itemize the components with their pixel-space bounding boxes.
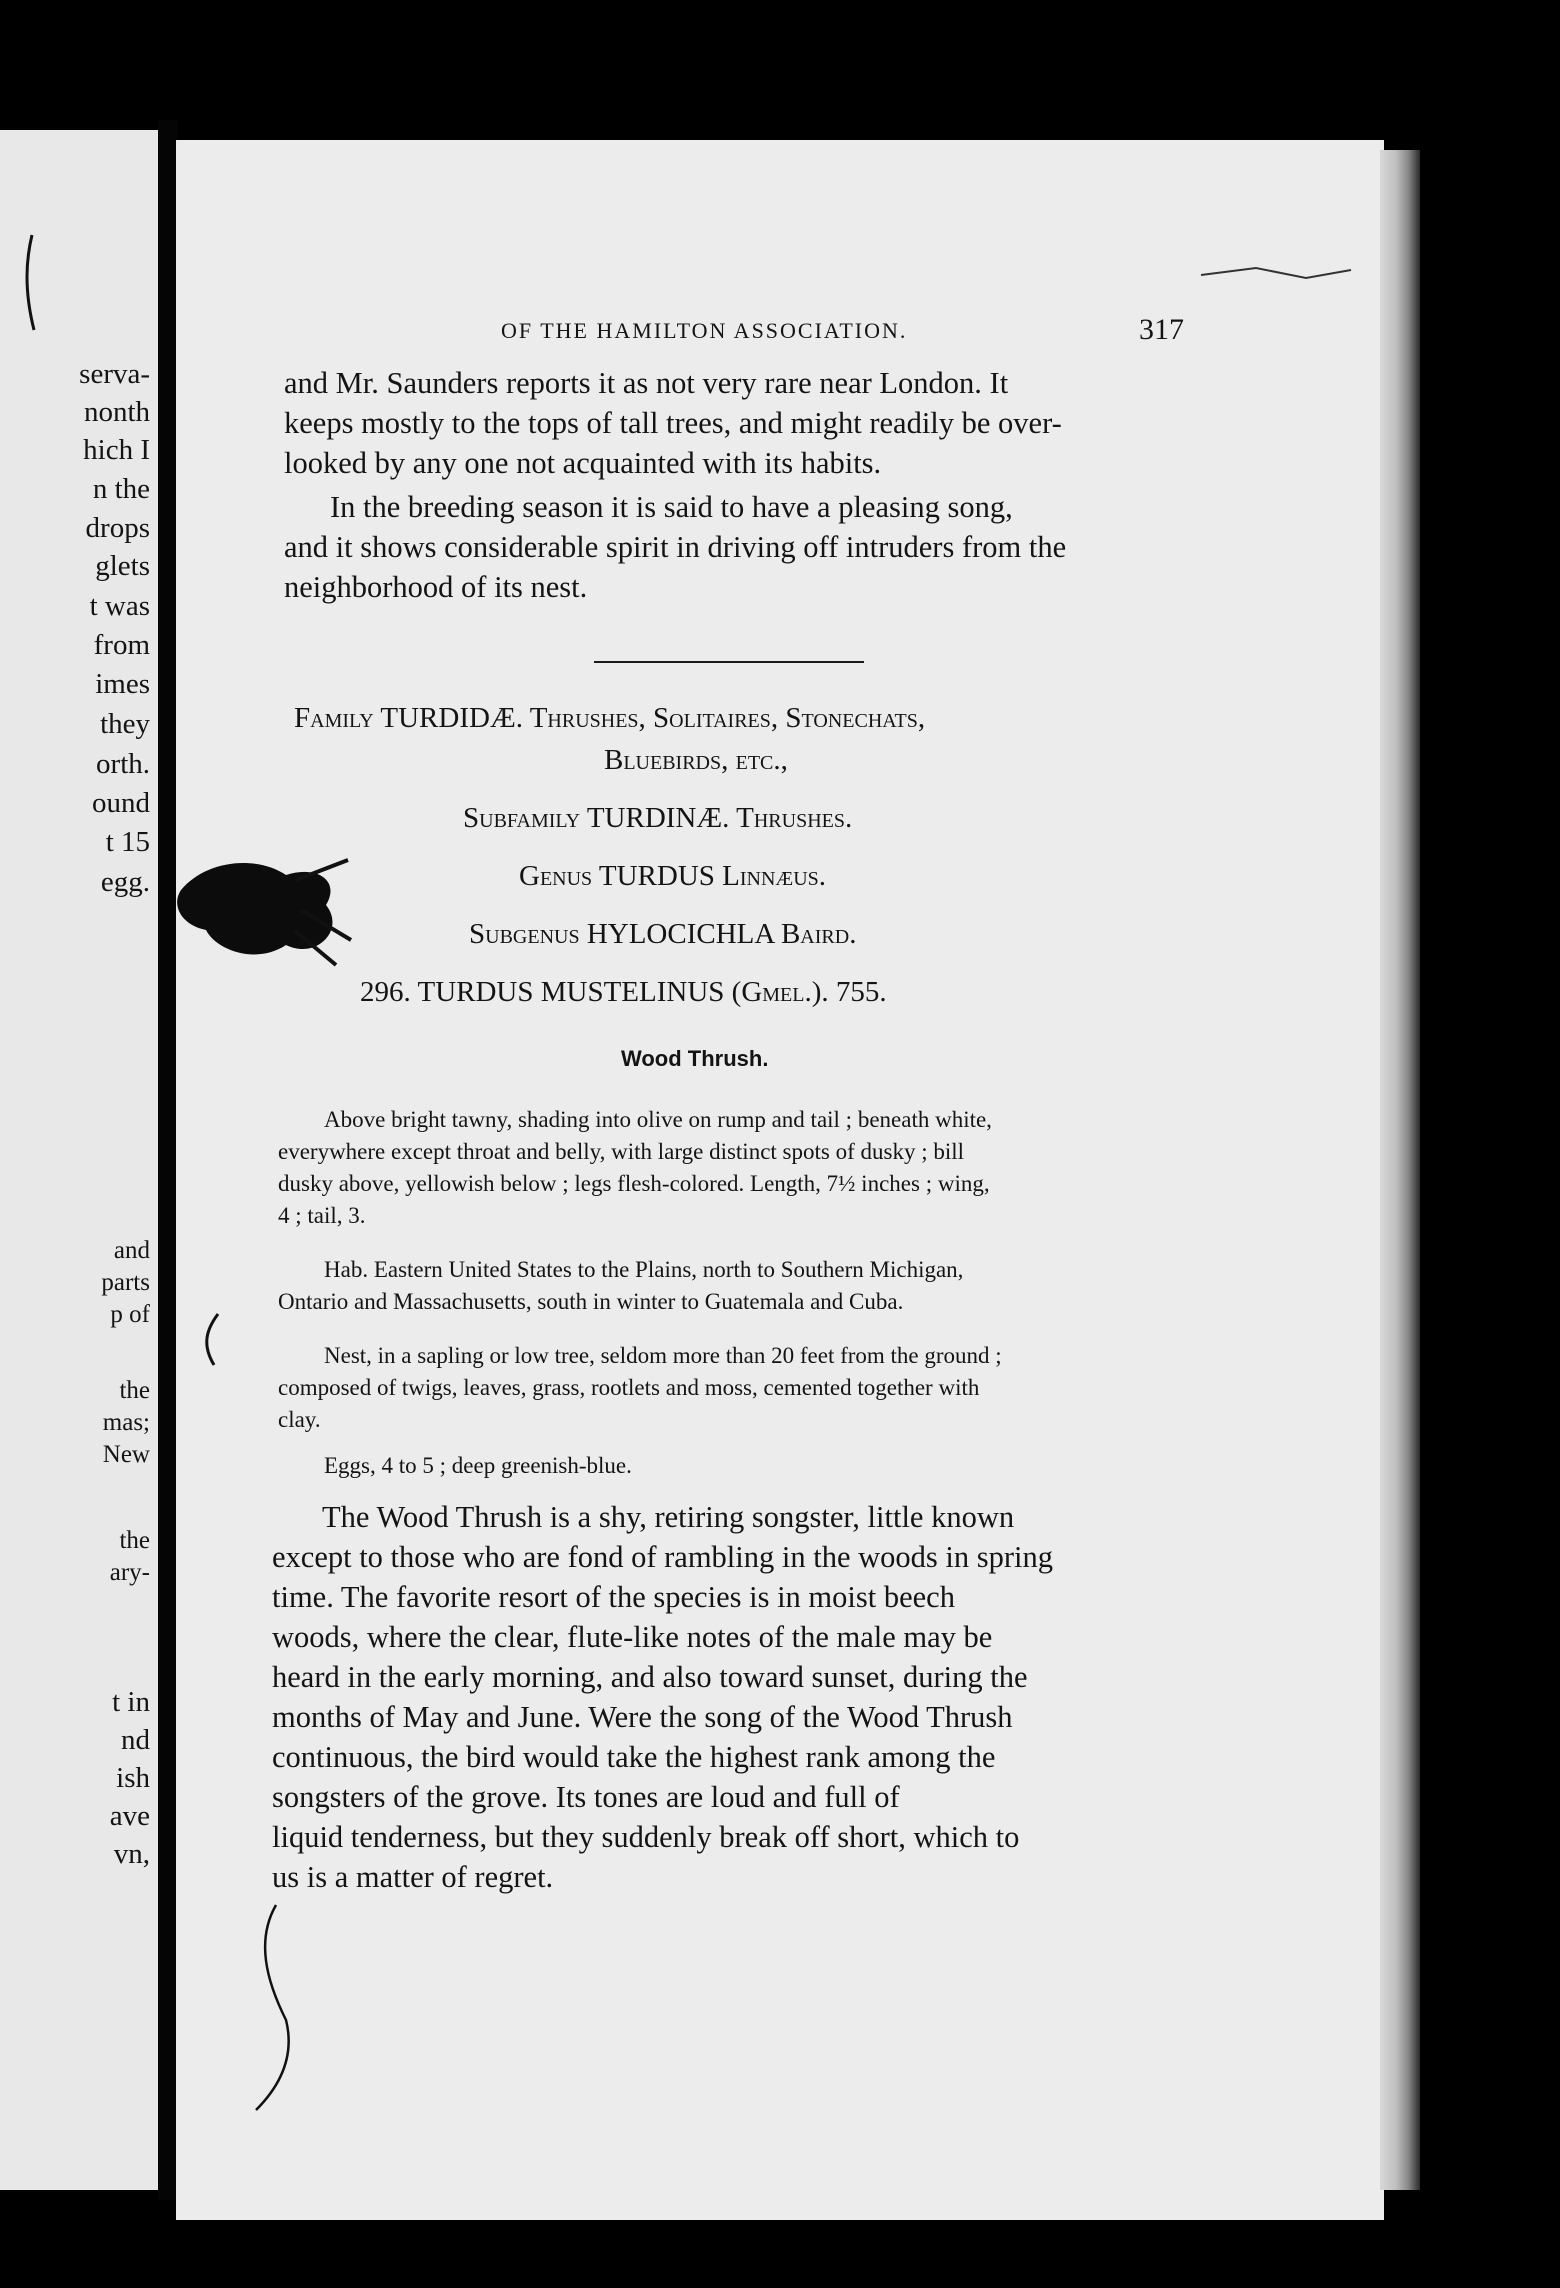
left-fragment: vn, [113, 1838, 150, 1870]
section-rule [594, 661, 864, 663]
common-name: Wood Thrush. [621, 1046, 769, 1071]
left-fragment: parts [101, 1269, 150, 1296]
left-fragment: hich I [83, 434, 150, 466]
left-fragment: mas; [102, 1409, 150, 1436]
text-line: looked by any one not acquainted with its habits. [284, 446, 882, 480]
page-number: 317 [1139, 313, 1184, 346]
left-fragment: drops [85, 512, 150, 544]
left-fragment: nonth [83, 396, 150, 428]
habitat-line: Ontario and Massachusetts, south in winter to Guatemala and Cuba. [278, 1289, 904, 1314]
text-line: and Mr. Saunders reports it as not very rare near London. It [284, 366, 1009, 400]
text-line: us is a matter of regret. [272, 1860, 554, 1894]
left-fragment: nd [121, 1724, 150, 1756]
subgenus-heading: Subgenus HYLOCICHLA Baird. [469, 918, 857, 950]
left-page-fragment [0, 130, 158, 2190]
book-gutter [158, 120, 178, 2200]
book-page [176, 140, 1384, 2220]
left-fragment: the [119, 1527, 150, 1554]
text-line: songsters of the grove. Its tones are loud and full of [272, 1780, 900, 1814]
nest-line: Nest, in a sapling or low tree, seldom more than 20 feet from the ground ; [324, 1343, 1002, 1368]
ink-blot [176, 850, 356, 970]
left-fragment: t was [89, 590, 150, 622]
left-fragment: t in [112, 1686, 150, 1718]
left-fragment: imes [95, 668, 150, 700]
text-line: months of May and June. Were the song of the Wood Thrush [272, 1700, 1013, 1734]
left-fragment: ish [116, 1762, 150, 1794]
pencil-mark [18, 230, 48, 340]
pencil-mark [236, 1900, 316, 2120]
text-line: heard in the early morning, and also toward sunset, during the [272, 1660, 1028, 1694]
description-line: everywhere except throat and belly, with large distinct spots of dusky ; bill [278, 1139, 965, 1164]
text-line: liquid tenderness, but they suddenly break off short, which to [272, 1820, 1020, 1854]
text-line: and it shows considerable spirit in driving off intruders from the [284, 530, 1067, 564]
running-head: OF THE HAMILTON ASSOCIATION. [501, 318, 908, 343]
left-fragment: and [113, 1237, 150, 1264]
left-fragment: t 15 [105, 826, 150, 858]
nest-line: clay. [278, 1407, 321, 1432]
text-line: keeps mostly to the tops of tall trees, and might readily be over- [284, 406, 1062, 440]
habitat-line: Hab. Eastern United States to the Plains, north to Southern Michigan, [324, 1257, 964, 1282]
pencil-mark [1196, 260, 1356, 290]
eggs-line: Eggs, 4 to 5 ; deep greenish-blue. [324, 1453, 632, 1478]
text-line: In the breeding season it is said to have a pleasing song, [330, 490, 1013, 524]
left-fragment: egg. [100, 866, 150, 898]
description-line: 4 ; tail, 3. [278, 1203, 366, 1228]
text-line: woods, where the clear, flute-like notes of the male may be [272, 1620, 993, 1654]
text-line: except to those who are fond of rambling in the woods in spring [272, 1540, 1053, 1574]
left-fragment: serva- [79, 358, 150, 390]
left-fragment: they [100, 708, 150, 740]
left-fragment: ound [92, 787, 150, 819]
left-fragment: ave [109, 1800, 150, 1832]
species-heading: 296. TURDUS MUSTELINUS (Gmel.). 755. [360, 976, 887, 1008]
description-line: Above bright tawny, shading into olive on rump and tail ; beneath white, [324, 1107, 992, 1132]
family-heading: Family TURDIDÆ. Thrushes, Solitaires, Stonechats, [294, 702, 926, 734]
text-line: time. The favorite resort of the species is in moist beech [272, 1580, 955, 1614]
description-line: dusky above, yellowish below ; legs flesh-colored. Length, 7½ inches ; wing, [278, 1171, 990, 1196]
left-fragment: p of [110, 1301, 150, 1328]
text-line: neighborhood of its nest. [284, 570, 588, 604]
family-heading-continued: Bluebirds, etc., [604, 744, 788, 776]
page-edge [1380, 150, 1420, 2190]
left-fragment: the [119, 1377, 150, 1404]
text-line: continuous, the bird would take the highest rank among the [272, 1740, 996, 1774]
left-fragment: orth. [96, 748, 150, 780]
left-fragment: ary- [109, 1559, 150, 1586]
subfamily-heading: Subfamily TURDINÆ. Thrushes. [463, 802, 853, 834]
nest-line: composed of twigs, leaves, grass, rootlets and moss, cemented together with [278, 1375, 980, 1400]
left-fragment: n the [92, 473, 150, 505]
left-fragment: glets [95, 550, 150, 582]
pencil-mark [196, 1310, 226, 1370]
genus-heading: Genus TURDUS Linnæus. [519, 860, 827, 892]
left-fragment: from [93, 629, 150, 661]
left-fragment: New [102, 1441, 150, 1468]
text-line: The Wood Thrush is a shy, retiring songster, little known [322, 1500, 1015, 1534]
